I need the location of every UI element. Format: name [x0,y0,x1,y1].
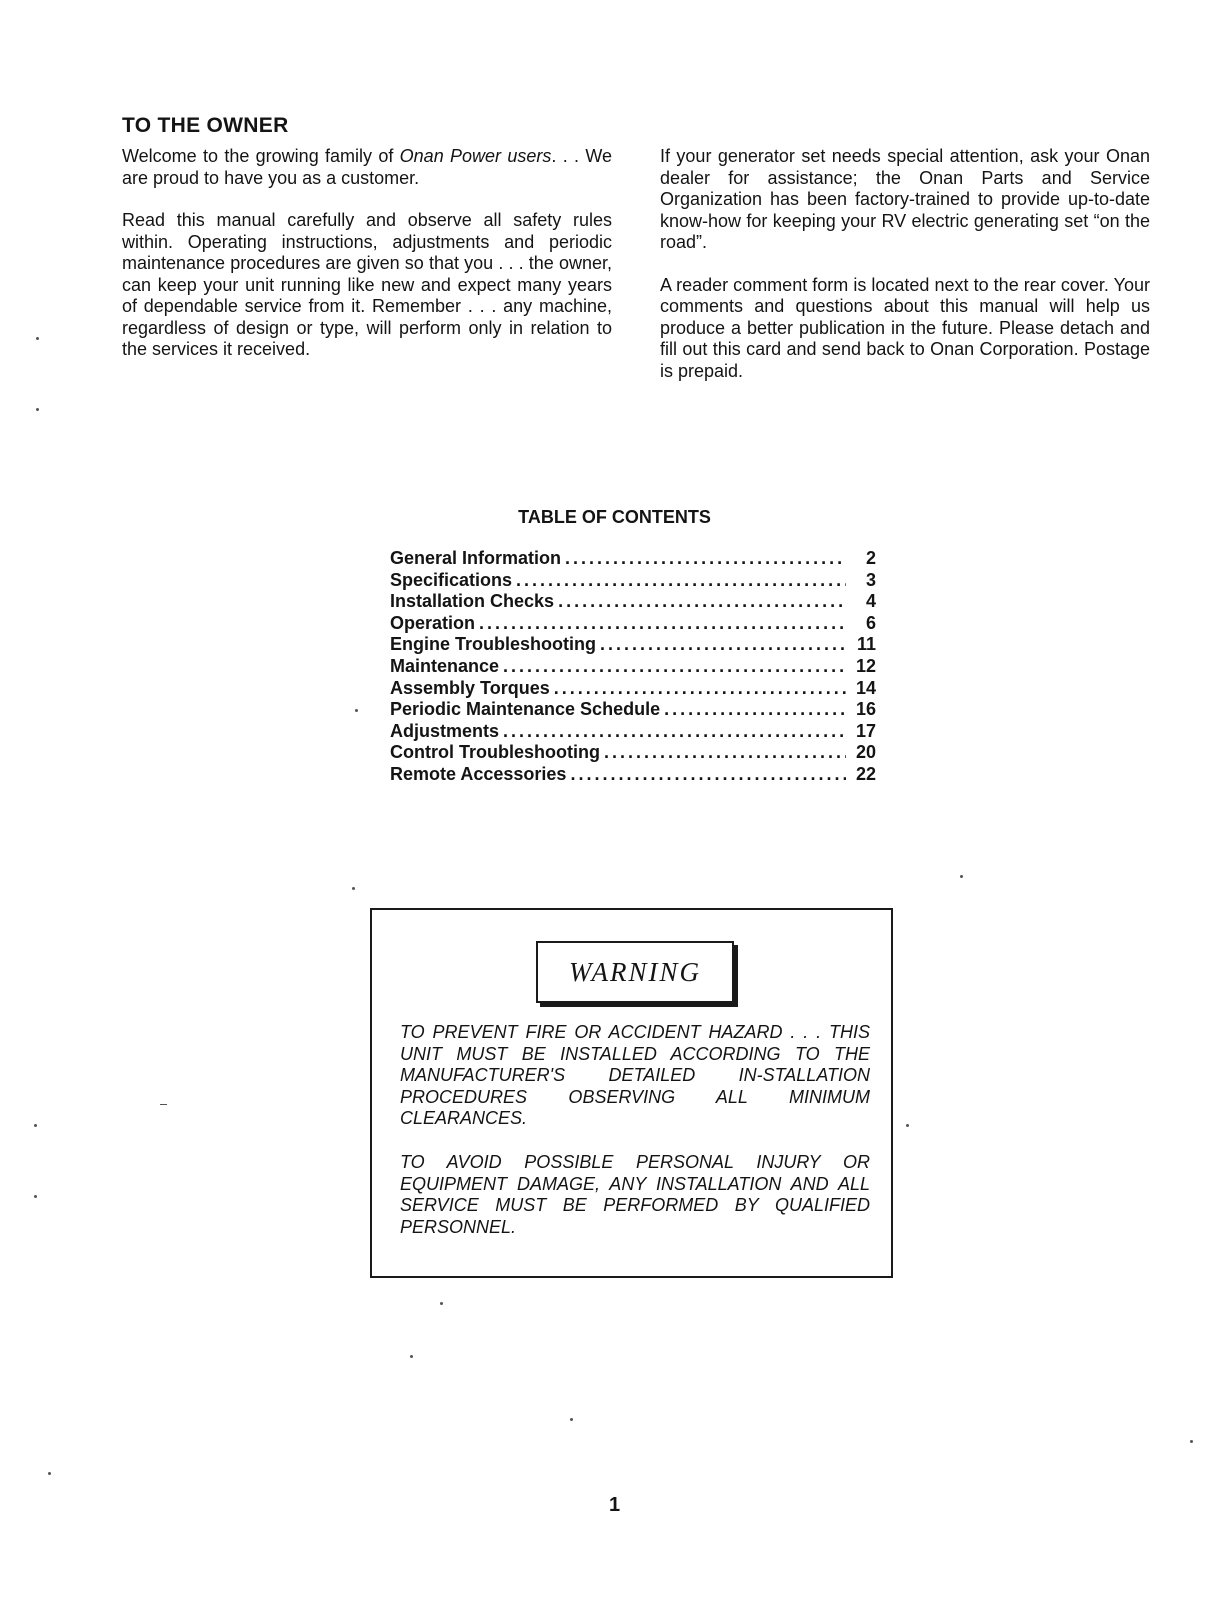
toc-entry-page: 20 [855,742,876,763]
toc-entry-title: General Information [390,548,562,568]
toc-entry-adjustments [390,721,876,743]
owner-right-column [660,146,1150,403]
toc-entry-title: Remote Accessories [390,763,567,784]
toc-entry-title: Control Troubleshooting [390,742,600,763]
toc-entry-title: Assembly Torques [390,677,550,698]
scan-speck [410,1355,413,1358]
toc-leader-dots [600,634,846,656]
scan-speck [355,709,358,712]
toc-entry-page: 22 [855,763,876,784]
onan-power-users-text: Onan Power users [399,146,552,166]
warning-fire-hazard-text: TO PREVENT FIRE OR ACCIDENT HAZARD . . . THIS UNIT MUST BE INSTALLED ACCORDING TO THE MANUFACTURER'S DETAILED IN-STALLATION PROCEDURES OBSERVING ALL MINIMUM CLEARANCES. [400,1022,870,1128]
toc-entry-remote-accessories [390,764,876,786]
toc-entry-page: 12 [855,655,876,676]
to-the-owner-heading: TO THE OWNER [122,114,289,137]
scan-speck [906,1124,909,1127]
toc-leader-dots [554,678,846,700]
warning-personal-injury-text: TO AVOID POSSIBLE PERSONAL INJURY OR EQUIPMENT DAMAGE, ANY INSTALLATION AND ALL SERVICE MUST BE PERFORMED BY QUALIFIED PERSONNEL. [400,1152,870,1237]
toc-entry-maintenance [390,656,876,678]
toc-entry-engine-troubleshooting [390,634,876,656]
toc-entry-page: 11 [856,634,876,655]
toc-entry-page: 6 [865,612,876,633]
toc-entry-specifications [390,570,876,592]
scan-speck [36,337,39,340]
toc-leader-dots [664,699,846,721]
toc-entry-installation-checks [390,591,876,613]
table-of-contents [390,548,876,786]
scan-speck [440,1302,443,1305]
toc-entry-page: 2 [865,548,876,568]
scan-speck [160,1104,167,1105]
welcome-paragraph [122,146,612,189]
toc-entry-title: Operation [390,612,476,633]
toc-entry-control-troubleshooting [390,742,876,764]
toc-leader-dots [516,570,846,592]
toc-entry-operation [390,613,876,635]
toc-leader-dots [604,742,846,764]
toc-entry-title: Specifications [390,569,513,590]
toc-title: TABLE OF CONTENTS [518,507,711,527]
toc-entry-page: 4 [865,591,876,612]
welcome-text: Welcome to the growing family of [122,146,400,166]
toc-entry-title: Adjustments [390,720,500,741]
toc-entry-title: Periodic Maintenance Schedule [390,699,661,720]
toc-leader-dots [479,613,846,635]
toc-entry-page: 3 [865,569,876,590]
owner-left-column [122,146,612,382]
scan-speck [48,1472,51,1475]
scan-speck [34,1124,37,1127]
toc-leader-dots [503,656,846,678]
toc-entry-page: 17 [855,720,876,741]
welcome-text-end: . . . We are proud to have you as a customer. [122,146,612,188]
reader-comment-paragraph: A reader comment form is located next to the rear cover. Your comments and questions about this manual will help us produce a better publication in the future. Please detach and fill out this card and send back to Onan Corporation. Postage is prepaid. [660,274,1150,381]
scan-speck [1190,1440,1193,1443]
page-number: 1 [608,1494,621,1516]
toc-entry-page: 16 [855,699,876,720]
scan-speck [34,1195,37,1198]
toc-leader-dots [558,591,846,613]
toc-entry-page: 14 [855,677,876,698]
dealer-assistance-paragraph: If your generator set needs special attention, ask your Onan dealer for assistance; the Onan Parts and Service Organization has been factory-trained to provide up-to-date know-how for keeping your RV electric generating set “on the road”. [660,146,1150,252]
toc-entry-title: Installation Checks [390,591,555,612]
read-manual-paragraph: Read this manual carefully and observe all safety rules within. Operating instructions, adjustments and periodic maintenance procedures are given so that you . . . the owner, can keep your unit running like new and expect many years of dependable service from it. Remember . . . any machine, regardless of design or type, will perform only in relation to the services it received. [122,210,612,359]
toc-leader-dots [570,764,846,786]
toc-entry-general-information [390,548,876,570]
toc-leader-dots [565,548,846,570]
toc-leader-dots [503,721,846,743]
toc-entry-title: Maintenance [390,655,500,676]
scan-speck [570,1418,573,1421]
scan-speck [960,875,963,878]
toc-entry-periodic-maintenance-schedule [390,699,876,721]
scan-speck [352,887,355,890]
warning-badge: WARNING [536,941,734,1003]
toc-entry-assembly-torques [390,678,876,700]
toc-entry-title: Engine Troubleshooting [390,634,596,655]
scan-speck [36,408,39,411]
